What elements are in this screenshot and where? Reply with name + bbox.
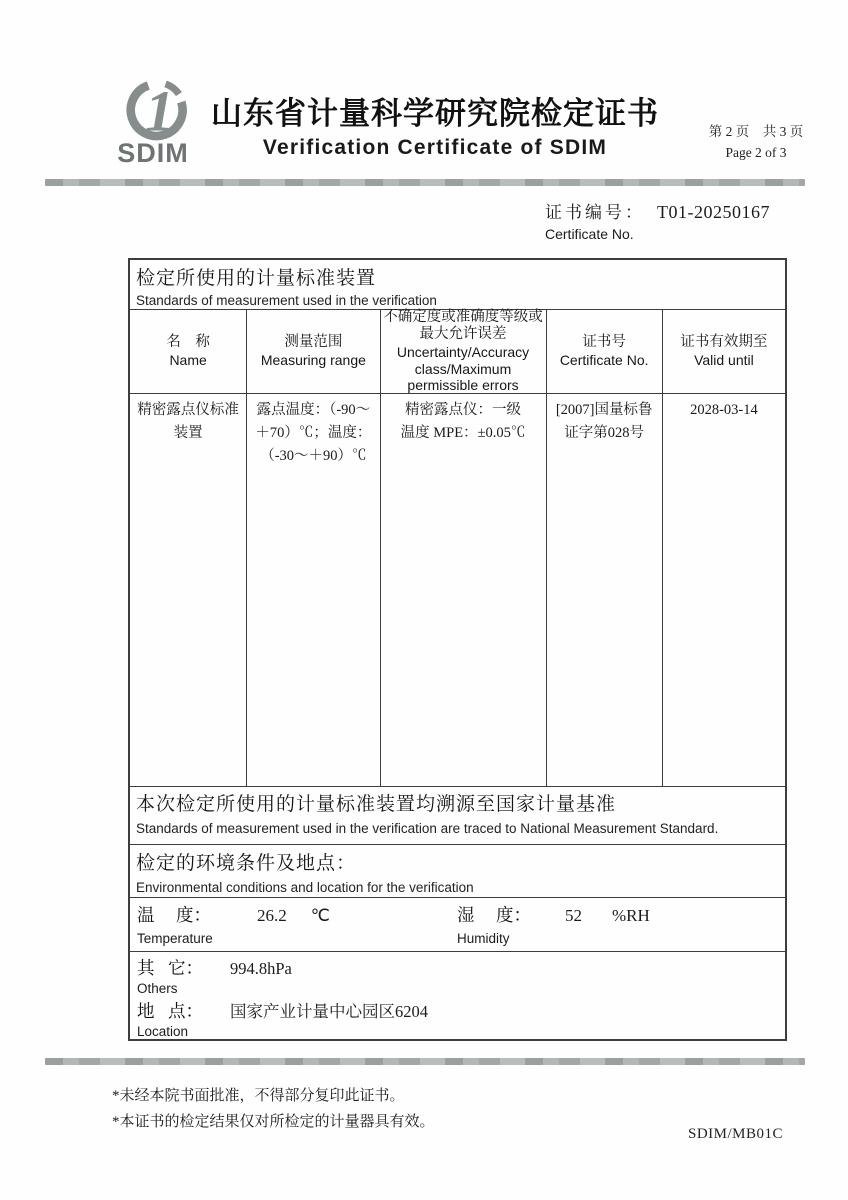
footnote-2: *本证书的检定结果仅对所检定的计量器具有效。 bbox=[112, 1113, 435, 1130]
column-header-range-cn: 测量范围 bbox=[284, 334, 343, 351]
location-value: 国家产业计量中心园区6204 bbox=[230, 1002, 428, 1021]
column-header-certno-cn: 证书号 bbox=[582, 334, 626, 351]
certificate-title-en: Verification Certificate of SDIM bbox=[262, 136, 608, 159]
others-location-row bbox=[130, 952, 785, 1039]
page-indicator bbox=[696, 122, 816, 164]
cell-uncertainty-line1: 精密露点仪：一级 bbox=[405, 402, 522, 418]
svg-text:1: 1 bbox=[145, 80, 175, 144]
humidity-unit: %RH bbox=[612, 906, 650, 925]
humidity-group bbox=[457, 902, 650, 946]
cell-standard-name: 精密露点仪标准装置 bbox=[130, 394, 247, 786]
others-group bbox=[137, 955, 779, 996]
temperature-value: 26.2 bbox=[257, 906, 287, 925]
column-header-validuntil-cn: 证书有效期至 bbox=[680, 334, 768, 351]
cell-measuring-range: 露点温度：（-90～＋70）℃；温度：（-30～＋90）℃ bbox=[247, 394, 380, 786]
certificate-number-block bbox=[545, 198, 770, 242]
environment-title-cn: 检定的环境条件及地点： bbox=[136, 853, 357, 874]
header-divider-band bbox=[45, 179, 805, 186]
footnote-1: *未经本院书面批准，不得部分复印此证书。 bbox=[112, 1088, 405, 1104]
logo-text: SDIM bbox=[117, 138, 189, 168]
others-value: 994.8hPa bbox=[230, 959, 292, 978]
certificate-number-label-cn: 证书编号： bbox=[545, 203, 645, 222]
form-code: SDIM/MB01C bbox=[688, 1126, 784, 1142]
verification-standards-table bbox=[128, 258, 787, 1041]
environment-values-row bbox=[130, 898, 785, 952]
environment-section-header bbox=[130, 845, 785, 898]
humidity-label-cn: 湿 度： bbox=[457, 905, 531, 925]
location-group bbox=[137, 998, 779, 1039]
temperature-group bbox=[137, 902, 330, 946]
temperature-label-cn: 温 度： bbox=[137, 905, 211, 925]
cell-uncertainty bbox=[381, 394, 547, 786]
sdim-logo-icon bbox=[113, 80, 193, 146]
certificate-title-cn: 山东省计量科学研究院检定证书 bbox=[211, 96, 659, 131]
column-header-range-en: Measuring range bbox=[260, 351, 366, 368]
sdim-logo bbox=[96, 80, 210, 168]
traceability-statement bbox=[130, 787, 785, 845]
page-indicator-cn: 第 2 页 共 3 页 bbox=[708, 124, 804, 139]
others-label-cn: 其 它： bbox=[137, 958, 203, 978]
column-header-uncertainty-cn: 不确定度或准确度等级或最大允许误差 bbox=[383, 308, 543, 343]
location-label-en: Location bbox=[137, 1024, 189, 1039]
standards-section-header bbox=[130, 260, 785, 310]
column-header-validuntil bbox=[663, 310, 785, 393]
footer-divider-band bbox=[45, 1058, 805, 1065]
location-label-cn: 地 点： bbox=[137, 1001, 203, 1021]
standards-title-en: Standards of measurement used in the verification bbox=[136, 293, 437, 308]
temperature-unit: ℃ bbox=[310, 906, 330, 925]
others-label-en: Others bbox=[137, 981, 178, 996]
column-header-name-en: Name bbox=[169, 351, 207, 368]
column-header-range bbox=[247, 310, 380, 393]
cell-uncertainty-line2: 温度 MPE：±0.05℃ bbox=[400, 425, 526, 442]
humidity-label-en: Humidity bbox=[457, 931, 510, 946]
temperature-label-en: Temperature bbox=[137, 931, 213, 946]
traceability-cn: 本次检定所使用的计量标准装置均溯源至国家计量基准 bbox=[136, 794, 617, 815]
certificate-number-value: T01-20250167 bbox=[657, 202, 770, 222]
column-header-uncertainty bbox=[381, 310, 547, 393]
column-header-validuntil-en: Valid until bbox=[694, 351, 754, 368]
column-header-certno bbox=[547, 310, 663, 393]
table-header-row bbox=[130, 310, 785, 394]
cell-certificate-no: [2007]国量标鲁证字第028号 bbox=[547, 394, 663, 786]
footnotes bbox=[112, 1084, 435, 1135]
column-header-uncertainty-en: Uncertainty/Accuracy class/Maximum permissible errors bbox=[396, 343, 530, 394]
cell-valid-until: 2028-03-14 bbox=[690, 402, 758, 418]
standards-title-cn: 检定所使用的计量标准装置 bbox=[136, 268, 377, 289]
column-header-name bbox=[130, 310, 247, 393]
environment-title-en: Environmental conditions and location for the verification bbox=[136, 880, 474, 895]
page-indicator-en: Page 2 of 3 bbox=[725, 144, 787, 160]
traceability-en: Standards of measurement used in the verification are traced to National Measurement Standard. bbox=[136, 821, 719, 836]
column-header-certno-en: Certificate No. bbox=[559, 351, 649, 368]
humidity-value: 52 bbox=[565, 906, 582, 925]
table-row bbox=[130, 394, 785, 787]
certificate-number-label-en: Certificate No. bbox=[545, 226, 634, 242]
column-header-name-cn: 名 称 bbox=[166, 334, 210, 351]
